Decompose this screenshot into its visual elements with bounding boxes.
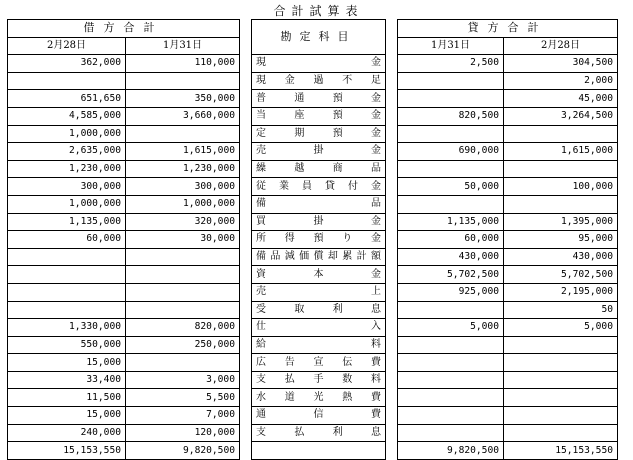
- table-row: [8, 125, 618, 143]
- debit-jan-cell: 9,820,500: [126, 442, 240, 460]
- account-name-cell: 資本金: [252, 266, 386, 284]
- account-title-header: 勘定科目: [252, 20, 386, 55]
- credit-jan-cell: [398, 336, 504, 354]
- table-row: [8, 143, 618, 161]
- credit-jan-cell: 2,500: [398, 55, 504, 73]
- table-row: [8, 407, 618, 425]
- credit-jan-cell: 430,000: [398, 248, 504, 266]
- debit-jan-cell: [126, 72, 240, 90]
- credit-jan-cell: [398, 160, 504, 178]
- credit-feb-cell: 1,395,000: [504, 213, 618, 231]
- account-name-cell: 広告宣伝費: [252, 354, 386, 372]
- debit-feb-cell: 1,135,000: [8, 213, 126, 231]
- debit-jan-cell: [126, 283, 240, 301]
- debit-feb-cell: 11,500: [8, 389, 126, 407]
- credit-jan-cell: [398, 354, 504, 372]
- credit-feb-cell: 45,000: [504, 90, 618, 108]
- table-row: [8, 72, 618, 90]
- credit-feb-cell: 430,000: [504, 248, 618, 266]
- debit-feb-cell: 60,000: [8, 231, 126, 249]
- credit-feb-cell: 95,000: [504, 231, 618, 249]
- table-row: [8, 424, 618, 442]
- debit-feb-cell: [8, 301, 126, 319]
- account-name-cell: 仕入: [252, 319, 386, 337]
- debit-feb-cell: 15,153,550: [8, 442, 126, 460]
- account-name-cell: 備品減価償却累計額: [252, 248, 386, 266]
- debit-jan-cell: 30,000: [126, 231, 240, 249]
- table-row: [8, 248, 618, 266]
- debit-jan-cell: 1,000,000: [126, 195, 240, 213]
- credit-jan-cell: 5,702,500: [398, 266, 504, 284]
- debit-jan-cell: 1,615,000: [126, 143, 240, 161]
- credit-jan-cell: [398, 301, 504, 319]
- debit-feb-cell: [8, 266, 126, 284]
- account-name-cell: 水道光熱費: [252, 389, 386, 407]
- credit-date-jan: 1月31日: [398, 37, 504, 55]
- table-row: [8, 301, 618, 319]
- table-row: [8, 107, 618, 125]
- credit-date-feb: 2月28日: [504, 37, 618, 55]
- table-row: [8, 90, 618, 108]
- debit-jan-cell: [126, 248, 240, 266]
- totals-row: [8, 442, 618, 460]
- debit-feb-cell: [8, 248, 126, 266]
- credit-feb-cell: 1,615,000: [504, 143, 618, 161]
- credit-feb-cell: 5,702,500: [504, 266, 618, 284]
- credit-jan-cell: 1,135,000: [398, 213, 504, 231]
- credit-jan-cell: [398, 407, 504, 425]
- credit-feb-cell: [504, 160, 618, 178]
- credit-jan-cell: 9,820,500: [398, 442, 504, 460]
- account-name-cell: 受取利息: [252, 301, 386, 319]
- account-name-cell: 現金: [252, 55, 386, 73]
- debit-jan-cell: [126, 125, 240, 143]
- table-row: [8, 371, 618, 389]
- debit-feb-cell: 651,650: [8, 90, 126, 108]
- account-name-cell: 普通預金: [252, 90, 386, 108]
- table-row: [8, 213, 618, 231]
- debit-jan-cell: [126, 266, 240, 284]
- debit-feb-cell: [8, 283, 126, 301]
- account-name-cell: 備品: [252, 195, 386, 213]
- table-row: [8, 266, 618, 284]
- credit-feb-cell: [504, 195, 618, 213]
- credit-jan-cell: 925,000: [398, 283, 504, 301]
- credit-jan-cell: [398, 371, 504, 389]
- table-row: [8, 389, 618, 407]
- credit-total-header: 貸方合計: [398, 20, 618, 38]
- credit-feb-cell: 304,500: [504, 55, 618, 73]
- account-name-cell: 定期預金: [252, 125, 386, 143]
- debit-feb-cell: 550,000: [8, 336, 126, 354]
- table-row: [8, 160, 618, 178]
- trial-balance-table: [7, 19, 618, 460]
- table-row: [8, 231, 618, 249]
- debit-total-header: 借方合計: [8, 20, 240, 38]
- table-row: [8, 195, 618, 213]
- account-name-cell: 支払利息: [252, 424, 386, 442]
- account-name-cell: 給料: [252, 336, 386, 354]
- credit-jan-cell: [398, 389, 504, 407]
- account-name-cell: 所得預り金: [252, 231, 386, 249]
- credit-jan-cell: 60,000: [398, 231, 504, 249]
- debit-feb-cell: 2,635,000: [8, 143, 126, 161]
- account-name-cell: [252, 442, 386, 460]
- debit-jan-cell: 250,000: [126, 336, 240, 354]
- credit-feb-cell: 3,264,500: [504, 107, 618, 125]
- header-row-groups: [8, 20, 618, 38]
- credit-feb-cell: 100,000: [504, 178, 618, 196]
- debit-jan-cell: 5,500: [126, 389, 240, 407]
- table-row: [8, 336, 618, 354]
- credit-feb-cell: [504, 407, 618, 425]
- debit-jan-cell: 1,230,000: [126, 160, 240, 178]
- account-name-cell: 従業員貸付金: [252, 178, 386, 196]
- credit-feb-cell: [504, 336, 618, 354]
- debit-jan-cell: 3,660,000: [126, 107, 240, 125]
- debit-feb-cell: 15,000: [8, 354, 126, 372]
- credit-jan-cell: [398, 424, 504, 442]
- credit-feb-cell: 15,153,550: [504, 442, 618, 460]
- credit-jan-cell: 50,000: [398, 178, 504, 196]
- credit-feb-cell: 5,000: [504, 319, 618, 337]
- account-name-cell: 通信費: [252, 407, 386, 425]
- debit-jan-cell: 350,000: [126, 90, 240, 108]
- debit-feb-cell: 1,000,000: [8, 195, 126, 213]
- account-name-cell: 売上: [252, 283, 386, 301]
- table-row: [8, 283, 618, 301]
- table-row: [8, 319, 618, 337]
- credit-jan-cell: 690,000: [398, 143, 504, 161]
- credit-feb-cell: 2,195,000: [504, 283, 618, 301]
- credit-jan-cell: 5,000: [398, 319, 504, 337]
- credit-feb-cell: [504, 371, 618, 389]
- table-row: [8, 178, 618, 196]
- debit-feb-cell: 362,000: [8, 55, 126, 73]
- credit-feb-cell: 2,000: [504, 72, 618, 90]
- debit-jan-cell: 7,000: [126, 407, 240, 425]
- document-title: 合計試算表: [0, 2, 633, 19]
- account-name-cell: 現金過不足: [252, 72, 386, 90]
- credit-feb-cell: [504, 424, 618, 442]
- debit-jan-cell: 300,000: [126, 178, 240, 196]
- credit-jan-cell: [398, 72, 504, 90]
- credit-feb-cell: [504, 354, 618, 372]
- credit-jan-cell: [398, 125, 504, 143]
- account-name-cell: 繰越商品: [252, 160, 386, 178]
- debit-jan-cell: 3,000: [126, 371, 240, 389]
- account-name-cell: 当座預金: [252, 107, 386, 125]
- debit-feb-cell: 15,000: [8, 407, 126, 425]
- account-name-cell: 売掛金: [252, 143, 386, 161]
- account-name-cell: 支払手数料: [252, 371, 386, 389]
- table-row: [8, 354, 618, 372]
- debit-feb-cell: 1,330,000: [8, 319, 126, 337]
- credit-jan-cell: 820,500: [398, 107, 504, 125]
- debit-feb-cell: 1,000,000: [8, 125, 126, 143]
- debit-jan-cell: 820,000: [126, 319, 240, 337]
- credit-jan-cell: [398, 195, 504, 213]
- debit-feb-cell: 300,000: [8, 178, 126, 196]
- debit-date-feb: 2月28日: [8, 37, 126, 55]
- debit-jan-cell: 320,000: [126, 213, 240, 231]
- account-name-cell: 買掛金: [252, 213, 386, 231]
- credit-feb-cell: [504, 125, 618, 143]
- debit-feb-cell: 4,585,000: [8, 107, 126, 125]
- debit-feb-cell: 1,230,000: [8, 160, 126, 178]
- debit-jan-cell: [126, 301, 240, 319]
- debit-feb-cell: [8, 72, 126, 90]
- debit-jan-cell: [126, 354, 240, 372]
- credit-feb-cell: 50: [504, 301, 618, 319]
- debit-jan-cell: 120,000: [126, 424, 240, 442]
- debit-jan-cell: 110,000: [126, 55, 240, 73]
- table-row: [8, 55, 618, 73]
- debit-feb-cell: 240,000: [8, 424, 126, 442]
- credit-feb-cell: [504, 389, 618, 407]
- credit-jan-cell: [398, 90, 504, 108]
- debit-date-jan: 1月31日: [126, 37, 240, 55]
- debit-feb-cell: 33,400: [8, 371, 126, 389]
